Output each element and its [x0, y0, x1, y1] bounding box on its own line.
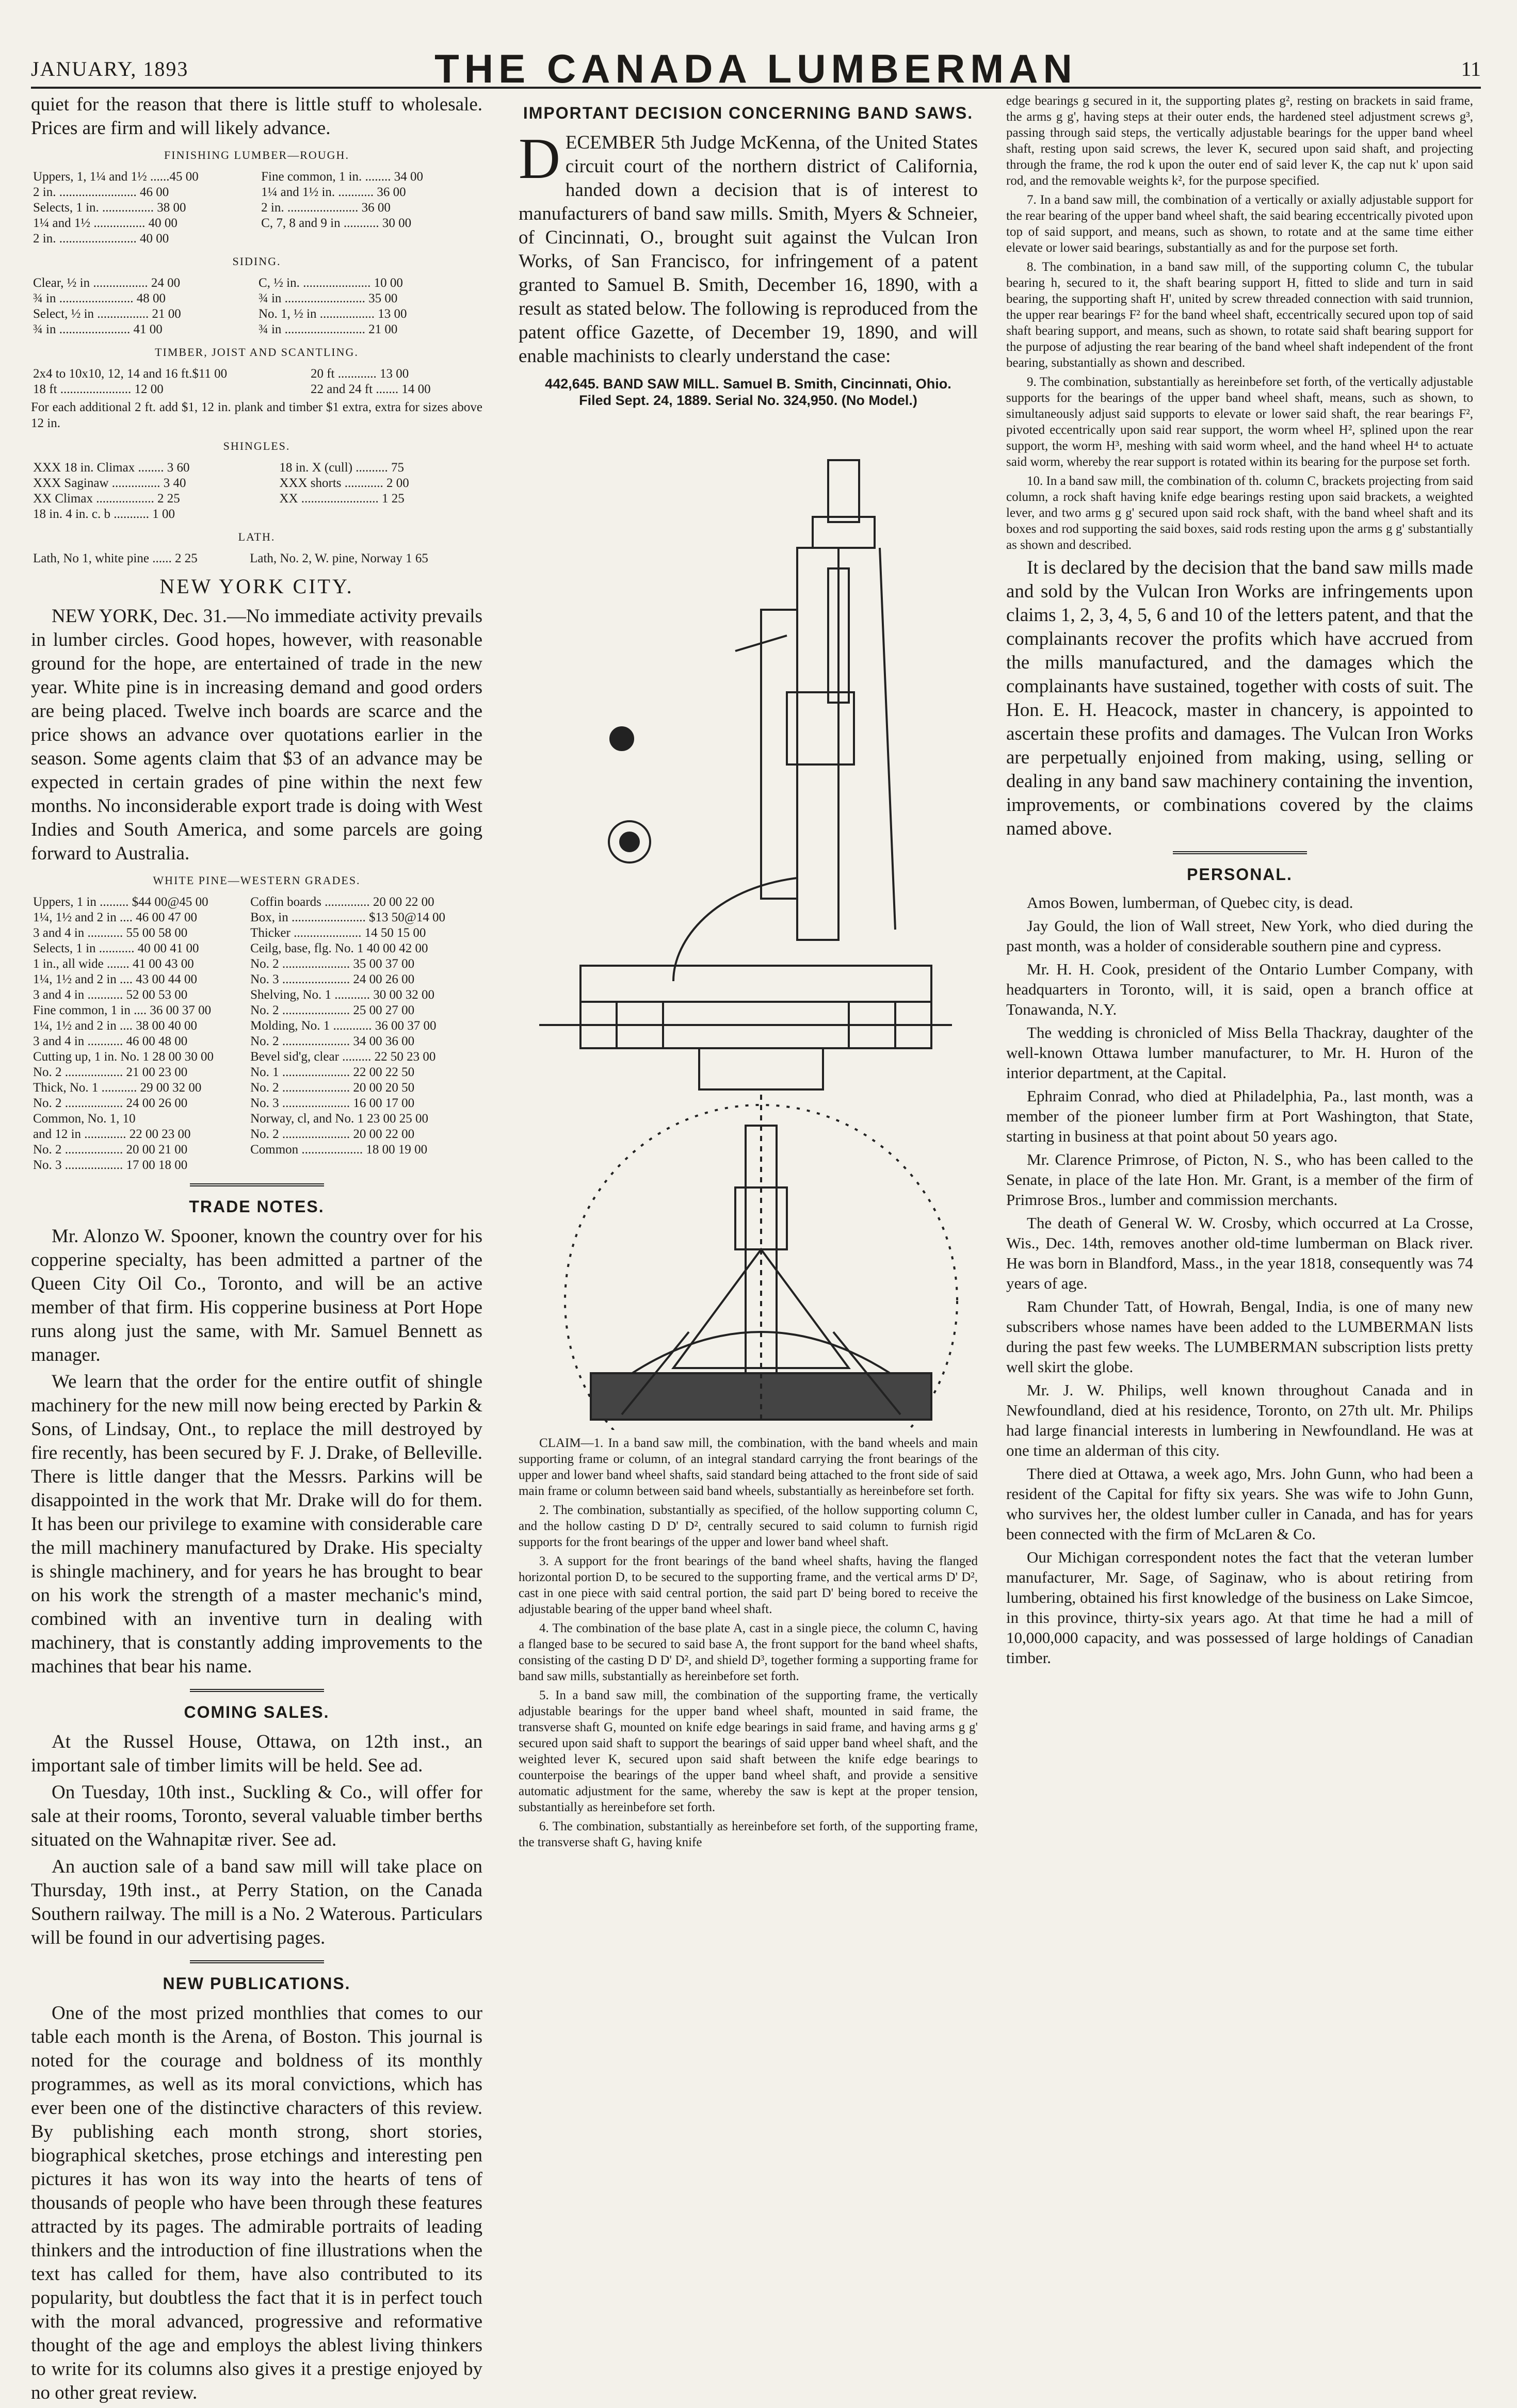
- table-caption: LATH.: [238, 530, 276, 543]
- price-row: [31, 275, 482, 291]
- price-cell: C, 7, 8 and 9 in ........... 30 00: [261, 216, 412, 230]
- section-heading-coming-sales: COMING SALES.: [184, 1703, 330, 1721]
- personal-items: [1006, 892, 1473, 1668]
- patent-claims-continued: [1006, 93, 1473, 553]
- price-row: [31, 231, 482, 247]
- price-row: [31, 306, 482, 322]
- price-row: [31, 169, 482, 185]
- price-cell: ¾ in ....................... 48 00: [33, 291, 166, 305]
- price-row: [31, 1018, 482, 1034]
- paragraph: At the Russel House, Ottawa, on 12th inst., an important sale of timber limits will be held. See ad.: [31, 1731, 482, 1776]
- price-table-lath: [31, 551, 482, 566]
- price-row: [31, 1080, 482, 1096]
- price-cell: Ceilg, base, flg. No. 1 40 00 42 00: [250, 941, 428, 955]
- section-divider: [190, 1183, 324, 1186]
- price-cell: Lath, No. 2, W. pine, Norway 1 65: [250, 551, 428, 565]
- lead-paragraph: DECEMBER 5th Judge McKenna, of the United States circuit court of the northern district of California, handed down a decision that is of interest to manufacturers of band saw mills. Smith, Myers & Schneier, of Cincinnati, O., brought suit against the Vulcan Iron Works, of San Francisco, for infringement of a patent granted to Samuel B. Smith, December 16, 1890, with a result as stated below. The following is reproduced from the patent office Gazette, of December 19, 1890, and will enable machinists to clearly understand the case:: [519, 127, 978, 367]
- price-row: [31, 476, 482, 491]
- price-row: [31, 200, 482, 216]
- price-cell: No. 2 .................. 24 00 26 00: [33, 1096, 188, 1110]
- price-cell: Shelving, No. 1 ........... 30 00 32 00: [250, 988, 435, 1002]
- claim-3: 3. A support for the front bearings of the band wheel shafts, having the flanged horizontal portion D, to be secured to the supporting frame, and the vertical arms D' D², cast in one piece with said central portion, the said part D' being bored to receive the adjustable bearing of the upper band wheel shaft.: [519, 1554, 978, 1616]
- price-row: [31, 910, 482, 925]
- price-row: [31, 956, 482, 972]
- price-cell: Uppers, 1 in ......... $44 00@45 00: [33, 895, 208, 909]
- drop-cap: D: [519, 127, 560, 191]
- claim-6-continued: edge bearings g secured in it, the supporting plates g², resting on brackets in said frame, the arms g g', having steps at their outer ends, the hardened steel adjustment screws g³, passing through said steps, the vertically adjustable bearings for the upper band wheel shaft, resting upon said screws, the lever K, secured upon said shaft, and projecting through the frame, the rod k upon the outer end of said lever K, the cap nut k' upon said rod, and the removable weights k², for the purpose specified.: [1006, 94, 1473, 188]
- section-heading-band-saws: IMPORTANT DECISION CONCERNING BAND SAWS.: [523, 104, 974, 122]
- page-number: 11: [1461, 57, 1481, 80]
- claim-2: 2. The combination, substantially as specified, of the hollow supporting column C, and the hollow casting D D' D², centrally secured to said column to furnish rigid supports for the front bearings of the upper and lower band wheel shaft.: [519, 1503, 978, 1549]
- paragraph: Mr. Alonzo W. Spooner, known the country over for his copperine specialty, has been admitted a partner of the Queen City Oil Co., Toronto, and will be an active member of that firm. His copperine business at Port Hope runs along just the same, with Mr. Samuel Bennett as manager.: [31, 1226, 482, 1365]
- section-heading-trade-notes: TRADE NOTES.: [189, 1197, 325, 1216]
- column-1: [31, 93, 482, 2408]
- price-table-siding: [31, 275, 482, 337]
- price-cell: No. 2 ..................... 20 00 20 50: [250, 1081, 415, 1095]
- price-cell: No. 2 ..................... 25 00 27 00: [250, 1003, 415, 1017]
- price-cell: 3 and 4 in ........... 55 00 58 00: [33, 926, 188, 940]
- price-cell: XX Climax .................. 2 25: [33, 492, 180, 506]
- column-3: [1006, 93, 1473, 1671]
- price-cell: C, ½ in. ..................... 10 00: [258, 276, 403, 290]
- price-cell: 1¼, 1½ and 2 in .... 38 00 40 00: [33, 1019, 198, 1033]
- price-table-white-pine: [31, 894, 482, 1173]
- price-cell: 2 in. ........................ 40 00: [33, 232, 169, 246]
- price-cell: 1¼ and 1½ in. ........... 36 00: [261, 185, 406, 199]
- table-caption: FINISHING LUMBER—ROUGH.: [164, 149, 349, 161]
- price-cell: 3 and 4 in ........... 46 00 48 00: [33, 1034, 188, 1048]
- personal-item: There died at Ottawa, a week ago, Mrs. John Gunn, who had been a resident of the Capital for fifty six years. She was wife to John Gunn, who survives her, the oldest lumber culler in Canada, and has for years been connected with the firm of McLaren & Co.: [1006, 1465, 1473, 1543]
- section-heading-personal: PERSONAL.: [1187, 865, 1293, 884]
- price-cell: Thick, No. 1 ........... 29 00 32 00: [33, 1081, 202, 1095]
- price-table-finishing: [31, 169, 482, 247]
- price-cell: Lath, No 1, white pine ...... 2 25: [33, 551, 198, 565]
- price-cell: No. 2 ..................... 34 00 36 00: [250, 1034, 415, 1048]
- price-cell: ¾ in ......................... 21 00: [258, 322, 398, 336]
- price-cell: Thicker ..................... 14 50 15 00: [250, 926, 426, 940]
- price-cell: No. 3 ..................... 16 00 17 00: [250, 1096, 415, 1110]
- personal-item: The wedding is chronicled of Miss Bella Thackray, daughter of the well-known Ottawa lumber manufacturer, to Mr. H. Huron of the interior department, at the Capital.: [1006, 1023, 1473, 1082]
- price-row: [31, 216, 482, 231]
- price-cell: Clear, ½ in ................. 24 00: [33, 276, 181, 290]
- price-cell: No. 2 .................. 20 00 21 00: [33, 1143, 188, 1157]
- masthead-rule: [31, 87, 1481, 89]
- price-cell: No. 3 ..................... 24 00 26 00: [250, 972, 415, 986]
- paragraph: An auction sale of a band saw mill will take place on Thursday, 19th inst., at Perry Station, on the Canada Southern railway. The mill is a No. 2 Waterous. Particulars will be found in our advertising pages.: [31, 1856, 482, 1948]
- patent-claims: [519, 1435, 978, 1850]
- price-cell: [248, 1158, 482, 1173]
- price-row: [31, 1142, 482, 1158]
- price-cell: Bevel sid'g, clear ......... 22 50 23 00: [250, 1050, 436, 1064]
- price-cell: No. 3 .................. 17 00 18 00: [33, 1158, 188, 1172]
- market-intro: quiet for the reason that there is little stuff to wholesale. Prices are firm and will likely advance.: [31, 94, 482, 139]
- price-table-shingles: [31, 460, 482, 522]
- price-cell: Box, in ....................... $13 50@14 00: [250, 910, 445, 924]
- table-caption: TIMBER, JOIST AND SCANTLING.: [155, 346, 359, 359]
- price-cell: XXX Saginaw ............... 3 40: [33, 476, 186, 490]
- claim-8: 8. The combination, in a band saw mill, of the supporting column C, the tubular bearing h, secured to it, the shaft bearing support H, fitted to slide and turn in said bearing, the supporting shaft H', united by screw threaded connection with said trunnion, the upper rear bearings F² for the band wheel shaft, eccentrically secured upon top of said shaft bearing support, and means, such as shown, to rotate said shaft bearing support for the purpose of adjusting the rear bearing of the band wheel shaft independent of the front bearing, substantially as shown and described.: [1006, 260, 1473, 370]
- price-row: [31, 987, 482, 1003]
- price-cell: Coffin boards .............. 20 00 22 00: [250, 895, 434, 909]
- claim-4: 4. The combination of the base plate A, cast in a single piece, the column C, having a flanged base to be secured to said base A, the front support for the band wheel shafts, consisting of the casting D D' D², and shield D³, together forming a supporting frame for band saw mills, substantially as hereinbefore set forth.: [519, 1621, 978, 1683]
- personal-item: Mr. H. H. Cook, president of the Ontario Lumber Company, with headquarters in Toronto, will, it is said, open a branch office at Tonawanda, N.Y.: [1006, 960, 1473, 1018]
- paragraph: On Tuesday, 10th inst., Suckling & Co., will offer for sale at their rooms, Toronto, several valuable timber berths situated on the Wahnapitæ river. See ad.: [31, 1782, 482, 1850]
- table-caption: SIDING.: [232, 255, 281, 268]
- price-cell: Common ................... 18 00 19 00: [250, 1143, 428, 1157]
- price-cell: 1¼, 1½ and 2 in .... 43 00 44 00: [33, 972, 198, 986]
- price-cell: No. 2 ..................... 35 00 37 00: [250, 957, 415, 971]
- section-divider: [1173, 851, 1307, 854]
- price-row: [31, 925, 482, 941]
- price-row: [31, 1158, 482, 1173]
- price-cell: [259, 231, 482, 247]
- price-cell: 3 and 4 in ........... 52 00 53 00: [33, 988, 188, 1002]
- price-cell: Uppers, 1, 1¼ and 1½ ......45 00: [33, 170, 199, 184]
- price-cell: No. 1, ½ in ................. 13 00: [258, 307, 407, 321]
- price-row: [31, 185, 482, 200]
- price-row: [31, 460, 482, 476]
- patent-line: 442,645. BAND SAW MILL. Samuel B. Smith, Cincinnati, Ohio.: [545, 376, 951, 392]
- price-cell: No. 2 ..................... 20 00 22 00: [250, 1127, 415, 1141]
- price-row: [31, 972, 482, 987]
- price-cell: Selects, 1 in ........... 40 00 41 00: [33, 941, 199, 955]
- price-cell: XX ........................ 1 25: [279, 492, 405, 506]
- personal-item: Mr. J. W. Philips, well known throughout Canada and in Newfoundland, died at his residence, Toronto, on 27th ult. Mr. Philips had large financial interests in lumbering in Newfoundland. He was at one time an alderman of this city.: [1006, 1381, 1473, 1459]
- personal-item: Mr. Clarence Primrose, of Picton, N. S., who has been called to the Senate, in place of the late Hon. Mr. Grant, is a member of the firm of Primrose Bros., lumber and commission merchants.: [1006, 1150, 1473, 1209]
- price-cell: Molding, No. 1 ............ 36 00 37 00: [250, 1019, 437, 1033]
- new-york-report: NEW YORK, Dec. 31.—No immediate activity prevails in lumber circles. Good hopes, however, with reasonable ground for the hope, are entertained of trade in the new year. White pine is in increasing demand and good orders are being placed. Twelve inch boards are scarce and the price shows an advance over quotations earlier in the season. Some agents claim that $3 of an advance may be expected in certain grades of pine within the next few months. No inconsiderable export trade is doing with West Indies and South America, and some parcels are going forward to Australia.: [31, 606, 482, 864]
- price-cell: 20 ft ............ 13 00: [310, 367, 409, 381]
- price-cell: 18 in. X (cull) .......... 75: [279, 461, 405, 475]
- price-row: [31, 1127, 482, 1142]
- price-cell: No. 1 ..................... 22 00 22 50: [250, 1065, 415, 1079]
- price-cell: Norway, cl, and No. 1 23 00 25 00: [250, 1112, 428, 1126]
- price-cell: Common, No. 1, 10: [33, 1112, 136, 1126]
- price-table-timber: [31, 366, 482, 397]
- column-2: [519, 93, 978, 1853]
- price-row: [31, 382, 482, 397]
- timber-note: For each additional 2 ft. add $1, 12 in. plank and timber $1 extra, extra for sizes above 12 in.: [31, 400, 482, 430]
- price-cell: 18 in. 4 in. c. b ........... 1 00: [33, 507, 175, 521]
- price-row: [31, 1049, 482, 1065]
- price-cell: 1 in., all wide ....... 41 00 43 00: [33, 957, 194, 971]
- price-cell: Fine common, 1 in .... 36 00 37 00: [33, 1003, 212, 1017]
- claim-10: 10. In a band saw mill, the combination of th. column C, brackets projecting from said column, a rock shaft having knife edge bearings resting upon said brackets, a weighted lever, and two arms g g' secured upon said rock shaft, with the band wheel shaft and its boxes and rod supporting the said boxes, said rods resting upon the arms g g' substantially as shown and described.: [1006, 474, 1473, 552]
- price-cell: Fine common, 1 in. ........ 34 00: [261, 170, 424, 184]
- section-heading-new-publications: NEW PUBLICATIONS.: [163, 1974, 351, 1993]
- price-row: [31, 1096, 482, 1111]
- price-row: [31, 1065, 482, 1080]
- price-cell: and 12 in ............. 22 00 23 00: [33, 1127, 191, 1141]
- claim-6: 6. The combination, substantially as hereinbefore set forth, of the supporting frame, the transverse shaft G, having knife: [519, 1819, 978, 1849]
- price-cell: 2 in. ...................... 36 00: [261, 201, 391, 215]
- price-row: [31, 894, 482, 910]
- price-row: [31, 551, 482, 566]
- price-row: [31, 1034, 482, 1049]
- price-cell: XXX 18 in. Climax ........ 3 60: [33, 461, 190, 475]
- section-divider: [190, 1960, 324, 1963]
- price-cell: No. 2 .................. 21 00 23 00: [33, 1065, 188, 1079]
- price-cell: 18 ft ...................... 12 00: [33, 382, 164, 396]
- price-cell: [277, 507, 482, 522]
- price-row: [31, 322, 482, 337]
- price-cell: Select, ½ in ................ 21 00: [33, 307, 181, 321]
- price-row: [31, 366, 482, 382]
- patent-line: Filed Sept. 24, 1889. Serial No. 324,950. (No Model.): [579, 393, 917, 408]
- personal-item: The death of General W. W. Crosby, which occurred at La Crosse, Wis., Dec. 14th, removes another old-time lumberman on Black river. He was born in Blandford, Mass., in the year 1818, consequently was 74 years of age.: [1006, 1214, 1473, 1292]
- newspaper-title: THE CANADA LUMBERMAN: [434, 46, 1077, 91]
- band-saw-mill-drawing: [519, 414, 978, 1430]
- table-caption: WHITE PINE—WESTERN GRADES.: [153, 874, 361, 887]
- price-row: [31, 491, 482, 507]
- claim-5: 5. In a band saw mill, the combination of the supporting frame, the vertically adjustable bearings for the upper band wheel shaft, mounted in said frame, the transverse shaft G, mounted on knife edge bearings in said frame, and having arms g g' secured upon said shaft to support the bearings of said upper band wheel shaft, and the weighted lever K, secured upon said shaft between the knife edge bearings to counterpoise the bearings of the upper band wheel shaft, and provide a sensitive automatic adjustment for the same, whereby the saw is kept at the proper tension, substantially as hereinbefore set forth.: [519, 1688, 978, 1814]
- price-cell: XXX shorts ............ 2 00: [279, 476, 409, 490]
- personal-item: Ram Chunder Tatt, of Howrah, Bengal, India, is one of many new subscribers whose names have been added to the LUMBERMAN lists during the past few weeks. The LUMBERMAN subscription lists pretty well skirt the globe.: [1006, 1297, 1473, 1376]
- claim-1: CLAIM—1. In a band saw mill, the combination, with the band wheels and main supporting frame or column, of an integral standard carrying the front bearings of the upper and lower band wheel shafts, said standard being attached to the front side of said main frame or column between said band wheels, substantially as hereinbefore set forth.: [519, 1436, 978, 1498]
- paragraph: One of the most prized monthlies that comes to our table each month is the Arena, of Boston. This journal is noted for the courage and boldness of its monthly programmes, as well as its moral convictions, which has ever been one of the distinctive characters of this review. By publishing each month strong, short stories, biographical sketches, prose etchings and interesting pen pictures it has won its way into the hearts of tens of thousands of people who have been through these features attracted by its pages. The admirable portraits of leading thinkers and the introduction of fine illustrations when the text has called for them, have also contributed to its popularity, but doubtless the fact that it is in perfect touch with the moral advanced, progressive and reformative thought of the age and employs the ablest living thinkers to write for its columns also gives it a prestige enjoyed by no other great review.: [31, 2003, 482, 2403]
- claim-7: 7. In a band saw mill, the combination of a vertically or axially adjustable support for the rear bearing of the upper band wheel shaft, the said bearing eccentrically pivoted upon top of said support, and means, such as shown, to rotate and at the same time either elevate or lower said bearings, substantially as and for the purpose set forth.: [1006, 193, 1473, 255]
- price-cell: 22 and 24 ft ....... 14 00: [310, 382, 431, 396]
- price-row: [31, 941, 482, 956]
- claim-9: 9. The combination, substantially as hereinbefore set forth, of the vertically adjustable supports for the bearings of the upper band wheel shaft, means, such as shown, to simultaneously adjust said supports to elevate or lower said shaft, the rear bearings F², pivoted eccentrically upon said rear support, the worm wheel H², splined upon the rear support, the worm H³, meshing with said worm wheel, and the hand wheel H⁴ to actuate said worm, whereby the rear support is rotated within its bearing for the purpose set forth.: [1006, 375, 1473, 469]
- price-cell: ¾ in ...................... 41 00: [33, 322, 163, 336]
- price-row: [31, 1111, 482, 1127]
- personal-item: Ephraim Conrad, who died at Philadelphia, Pa., last month, was a member of the pioneer lumber firm at Port Washington, that State, starting in business at that point about 50 years ago.: [1006, 1087, 1473, 1145]
- personal-item: Our Michigan correspondent notes the fact that the veteran lumber manufacturer, Mr. Sage, of Saginaw, who is about retiring from lumbering, obtained his first knowledge of the business on Lake Simcoe, in this province, thirty-six years ago. At that time he had a mill of 10,000,000 capacity, and was possessed of large holdings of Canadian timber.: [1006, 1548, 1473, 1667]
- decision-paragraph: It is declared by the decision that the band saw mills made and sold by the Vulcan Iron Works are infringements upon claims 1, 2, 3, 4, 5, 6 and 10 of the letters patent, and that the complainants recover the profits which have accrued from the mills manufactured, and the damages which the complainants have sustained, together with costs of suit. The Hon. E. H. Heacock, master in chancery, is appointed to ascertain these profits and damages. The Vulcan Iron Works are perpetually enjoined from making, using, selling or dealing in any band saw machinery containing the invention, improvements, or combinations covered by the claims named above.: [1006, 557, 1473, 839]
- price-row: [31, 291, 482, 306]
- price-cell: Cutting up, 1 in. No. 1 28 00 30 00: [33, 1050, 214, 1064]
- section-divider: [190, 1689, 324, 1692]
- section-heading-new-york: NEW YORK CITY.: [159, 575, 354, 598]
- issue-date: JANUARY, 1893: [31, 57, 189, 80]
- personal-item: Amos Bowen, lumberman, of Quebec city, is dead.: [1027, 893, 1353, 912]
- price-cell: Selects, 1 in. ................ 38 00: [33, 201, 186, 215]
- price-cell: ¾ in ......................... 35 00: [258, 291, 398, 305]
- table-caption: SHINGLES.: [223, 440, 291, 452]
- price-cell: 1¼ and 1½ ................ 40 00: [33, 216, 177, 230]
- personal-item: Jay Gould, the lion of Wall street, New York, who died during the past month, was a holder of considerable southern pine and cypress.: [1006, 917, 1473, 955]
- price-cell: 2x4 to 10x10, 12, 14 and 16 ft.$11 00: [33, 367, 228, 381]
- price-cell: 1¼, 1½ and 2 in .... 46 00 47 00: [33, 910, 198, 924]
- masthead: [31, 45, 1481, 92]
- price-cell: 2 in. ........................ 46 00: [33, 185, 169, 199]
- patent-heading: [519, 376, 978, 409]
- paragraph: We learn that the order for the entire outfit of shingle machinery for the new mill now being erected by Parkin & Sons, of Lindsay, Ont., to replace the mill destroyed by fire recently, has been secured by F. J. Drake, of Belleville. There is little danger that the Messrs. Parkins will be disappointed in the work that Mr. Drake will do for them. It has been our privilege to examine with considerable care the mill machinery manufactured by Drake. His specialty is shingle machinery, and for years he has brought to bear on his work the strength of a master mechanic's mind, combined with an inventive turn in dealing with machinery, that is constantly adding improvements to the machines that bear his name.: [31, 1371, 482, 1677]
- price-row: [31, 507, 482, 522]
- price-row: [31, 1003, 482, 1018]
